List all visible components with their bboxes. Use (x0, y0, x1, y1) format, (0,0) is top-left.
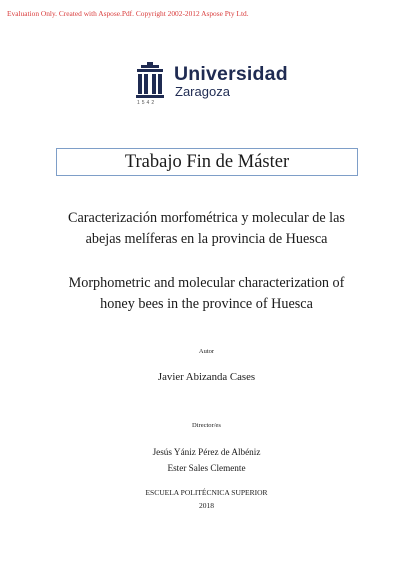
title-english-line2: honey bees in the province of Huesca (100, 296, 313, 312)
author-name: Javier Abizanda Cases (157, 371, 256, 383)
title-english-line1: Morphometric and molecular characterization of (68, 275, 345, 291)
school-name: ESCUELA POLITÉCNICA SUPERIOR (145, 488, 268, 497)
title-spanish (30, 208, 383, 250)
logo-name-line1: Universidad (174, 63, 288, 85)
author-label: Autor (198, 348, 215, 355)
directors-label: Director/es (192, 422, 221, 429)
title-english (30, 273, 383, 315)
watermark-text: Evaluation Only. Created with Aspose.Pdf. Copyright 2002-2012 Aspose Pty Ltd. (7, 9, 249, 18)
director-name: Jesús Yániz Pérez de Albéniz (152, 447, 261, 457)
title-spanish-line2: abejas melíferas en la provincia de Huesca (85, 231, 328, 247)
document-year: 2018 (199, 501, 214, 510)
university-logo (136, 62, 288, 108)
directors-list (30, 444, 383, 476)
logo-name-line2: Zaragoza (175, 84, 230, 99)
director-name: Ester Sales Clemente (167, 463, 246, 473)
title-spanish-line1: Caracterización morfométrica y molecular de las (68, 210, 345, 226)
logo-year: 1542 (137, 100, 157, 106)
document-type-title: Trabajo Fin de Máster (56, 148, 358, 176)
school-block (30, 486, 383, 512)
